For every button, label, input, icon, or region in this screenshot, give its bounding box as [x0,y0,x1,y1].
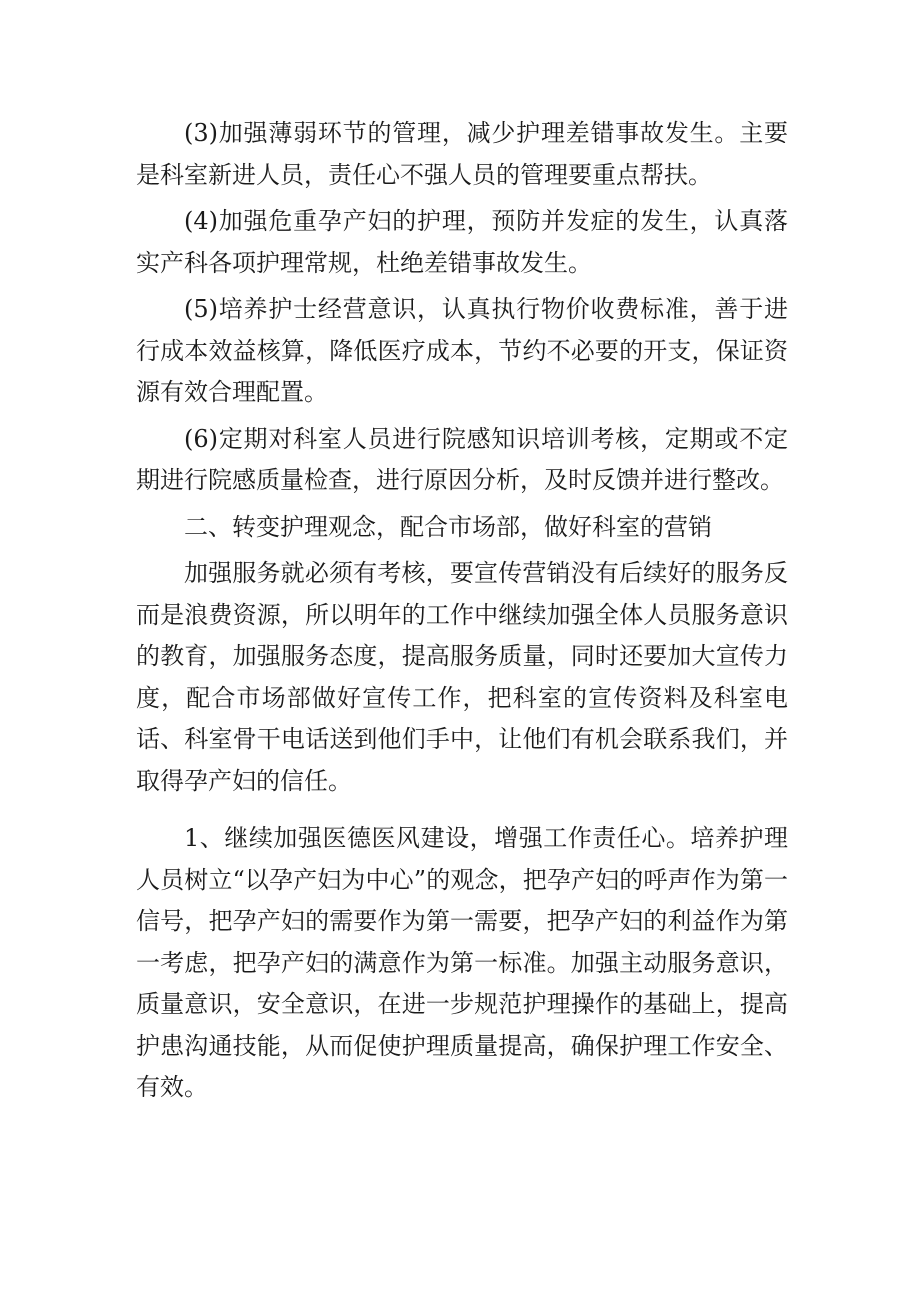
paragraph-item-4: (4)加强危重孕产妇的护理，预防并发症的发生，认真落实产科各项护理常规，杜绝差错事故发生。 [136,207,788,277]
section-heading: 二、转变护理观念，配合市场部，做好科室的营销 [184,512,712,541]
paragraph-item-5: (5)培养护士经营意识，认真执行物价收费标准，善于进行成本效益核算，降低医疗成本，节约不必要的开支，保证资源有效合理配置。 [136,295,788,406]
paragraph-service-assessment: 加强服务就必须有考核，要宣传营销没有后续好的服务反而是浪费资源，所以明年的工作中继续加强全体人员服务意识的教育，加强服务态度，提高服务质量，同时还要加大宣传力度，配合市场部做好宣传工作，把科室的宣传资料及科室电话、科室骨干电话送到他们手中，让他们有机会联系我们，并取得孕产妇的信任。 [136,559,788,795]
document-body [136,113,788,1114]
paragraph-item-6: (6)定期对科室人员进行院感知识培训考核，定期或不定期进行院感质量检查，进行原因分析，及时反馈并进行整改。 [136,424,788,494]
paragraph-ethics-building: 1、继续加强医德医风建设，增强工作责任心。培养护理人员树立“以孕产妇为中心”的观念，把孕产妇的呼声作为第一信号，把孕产妇的需要作为第一需要，把孕产妇的利益作为第一考虑，把孕产妇的满意作为第一标准。加强主动服务意识，质量意识，安全意识，在进一步规范护理操作的基础上，提高护患沟通技能，从而促使护理质量提高，确保护理工作安全、有效。 [136,824,788,1101]
paragraph-item-3: (3)加强薄弱环节的管理，减少护理差错事故发生。主要是科室新进人员，责任心不强人员的管理要重点帮扶。 [136,119,788,189]
